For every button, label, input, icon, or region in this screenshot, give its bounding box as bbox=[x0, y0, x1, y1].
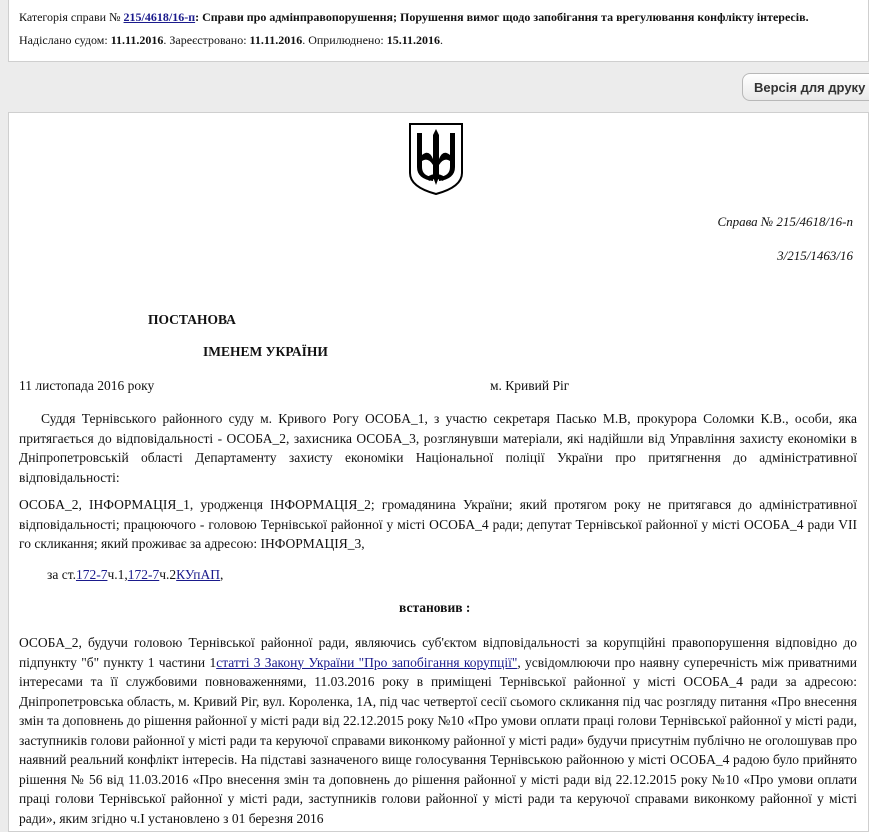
document-title: ПОСТАНОВА bbox=[148, 312, 236, 327]
trident-icon bbox=[407, 121, 465, 196]
article-link-2[interactable]: 172-7 bbox=[127, 567, 160, 582]
print-version-button[interactable]: Версія для друку bbox=[742, 73, 869, 101]
document-date: 11 листопада 2016 року bbox=[19, 378, 155, 393]
registered-date: 11.11.2016 bbox=[249, 33, 303, 47]
articles-line bbox=[47, 567, 223, 583]
articles-suffix: , bbox=[220, 567, 224, 582]
articles-mid2: ч.2 bbox=[159, 567, 177, 582]
articles-prefix: за ст. bbox=[47, 567, 76, 582]
article-link-1[interactable]: 172-7 bbox=[75, 567, 108, 582]
sent-date: 11.11.2016 bbox=[110, 33, 164, 47]
case-header bbox=[8, 0, 869, 62]
case-number-secondary: 3/215/1463/16 bbox=[777, 248, 853, 263]
registered-label: Зареєстровано: bbox=[169, 33, 247, 47]
published-date: 15.11.2016 bbox=[386, 33, 441, 47]
code-link[interactable]: КУпАП bbox=[176, 567, 221, 582]
established-heading: встановив : bbox=[399, 600, 471, 615]
paragraph-judge: Суддя Тернівського районного суду м. Кривого Рогу ОСОБА_1, з участю секретаря Пасько М.В, прокурора Соломки К.В., особи, яка притягається до відповідальності - ОСОБА_2, захисника ОСОБА_3, розглянувши матеріали, які надійшли від Управління захисту економіки в Дніпропетровській області Департаменту захисту економіки Національної поліції України про притягнення до адміністративної відповідальності: bbox=[19, 411, 857, 485]
case-number-link[interactable]: 215/4618/16-п bbox=[123, 10, 196, 24]
law-link[interactable]: статті 3 Закону України "Про запобігання корупції" bbox=[216, 654, 518, 670]
document-subtitle: ІМЕНЕМ УКРАЇНИ bbox=[203, 344, 328, 359]
case-dates-row: Надіслано судом: 11.11.2016. Зареєстровано: 11.11.2016. Оприлюднено: 15.11.2016. bbox=[19, 33, 444, 47]
published-label: Оприлюднено: bbox=[308, 33, 384, 47]
facts-text-start: ОСОБА_2, будучи головою Тернівської районної ради, являючись суб'єктом відповідальності за корупційні правопорушення відповідно до підпункту "б" пункту 1 частини 1 bbox=[19, 635, 857, 670]
facts-text-end: , усвідомлюючи про наявну суперечність між приватними інтересами та її службовими повноваженнями, 11.03.2016 року в приміщені Тернівської районної у місті ОСОБА_4 ради за адресою: Дніпропетровська область, м. Кривий Ріг, вул. Короленка, 1А, під час четвертої сесії сьомого скликання під час розгляду питання «Про внесення змін та доповнень до рішення районної у місті ради від 22.12.2015 року №10 «Про умови оплати праці голови Тернівської районної у місті ради, заступників голови районної у місті ради та керуючої справами виконкому районної у місті ради» будучи присутнім публічно не оголошував про наявний реальний конфлікт інтересів. На підставі зазначеного вище голосування Тернівською районною у місті ОСОБА_4 радою було прийнято рішення № 56 від 11.03.2016 «Про внесення змін та доповнень до рішення районної у місті ради від 22.12.2015 року №10 «Про умови оплати праці голови Тернівської районної у місті ради, заступників голови районної у місті ради та керуючої справами виконкому районної у місті ради», яким згідно ч.І установлено з 01 березня 2016 bbox=[19, 654, 857, 826]
category-label: Категорія справи № bbox=[19, 10, 121, 24]
document-body bbox=[8, 112, 869, 832]
category-text: : Справи про адмінправопорушення; Порушення вимог щодо запобігання та врегулювання конфлікту інтересів. bbox=[195, 10, 809, 24]
case-number: Справа № 215/4618/16-п bbox=[717, 214, 853, 229]
case-category-row bbox=[19, 10, 809, 25]
paragraph-facts bbox=[19, 633, 857, 828]
sent-label: Надіслано судом: bbox=[19, 33, 108, 47]
paragraph-person: ОСОБА_2, ІНФОРМАЦІЯ_1, уродженця ІНФОРМАЦІЯ_2; громадянина України; який протягом року не притягався до адміністративної відповідальності; працюючого - головою Тернівської районної у місті ОСОБА_4 ради; депутат Тернівської районної у місті ОСОБА_4 ради VII го скликання; який проживає за адресою: ІНФОРМАЦІЯ_3, bbox=[19, 497, 857, 551]
document-city: м. Кривий Ріг bbox=[490, 378, 570, 393]
articles-mid1: ч.1, bbox=[107, 567, 128, 582]
